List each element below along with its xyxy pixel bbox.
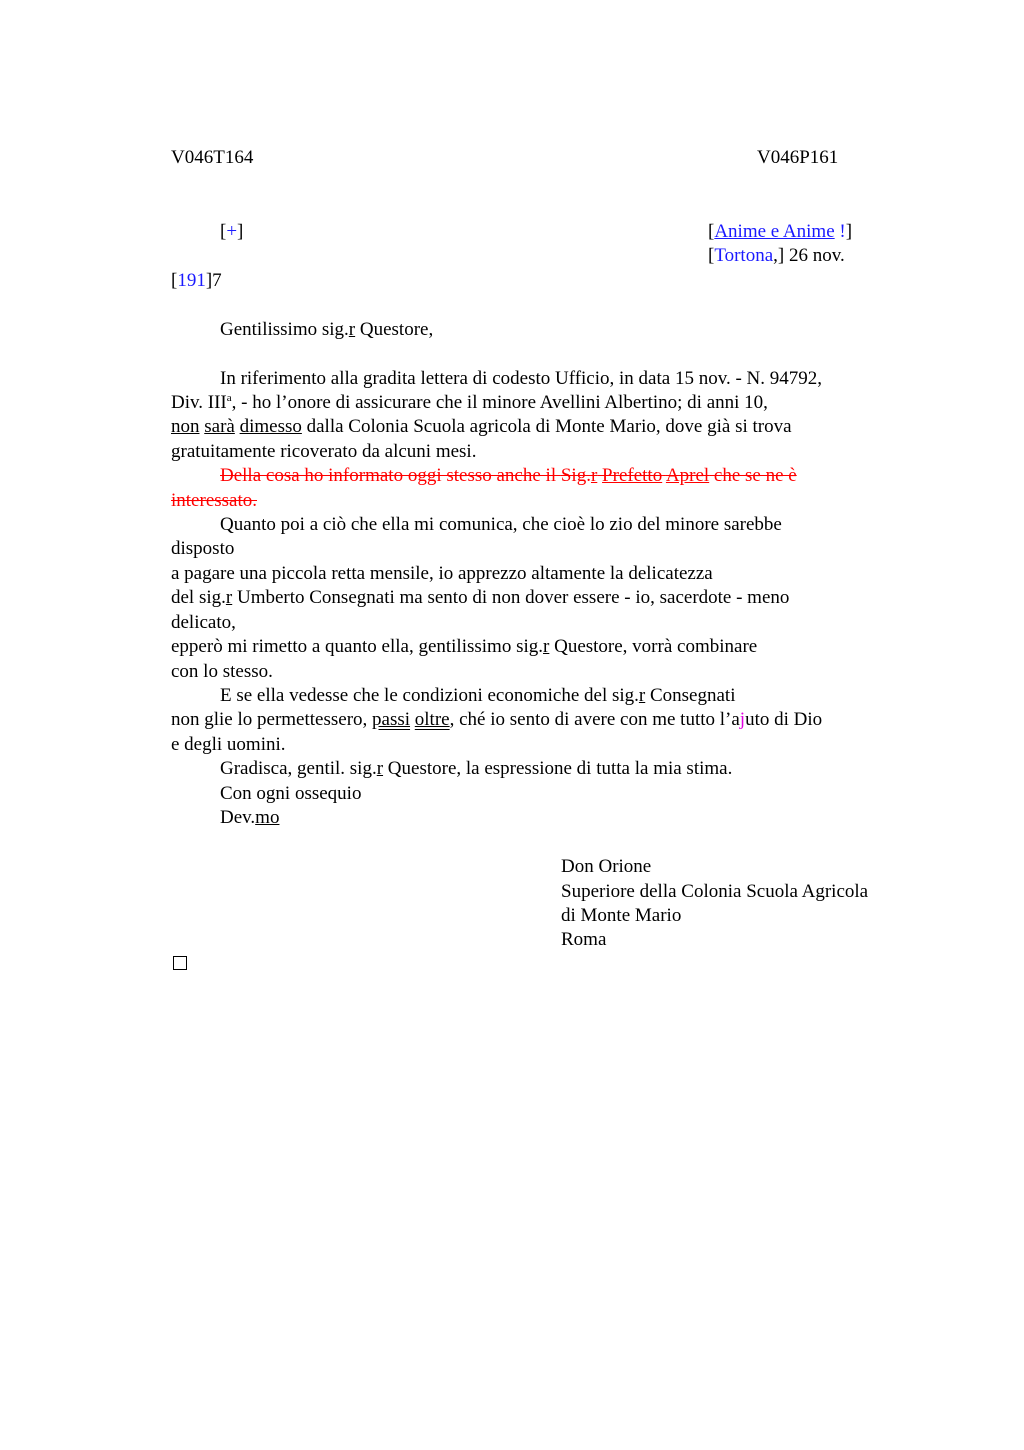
para1-line4: gratuitamente ricoverato da alcuni mesi. [171,441,477,462]
deleted-line2: interessato. [171,490,258,511]
para2-line3: a pagare una piccola retta mensile, io apprezzo altamente la delicatezza [171,563,713,584]
para3-line3: e degli uomini. [171,734,286,755]
signature-city: Roma [561,929,607,950]
document-code-right: V046P161 [757,147,839,168]
cross-icon: + [226,221,238,242]
year: [191]7 [171,270,222,291]
closing-line3: Dev.mo [220,807,280,828]
place-link[interactable]: Tortona [714,245,774,266]
place-date: [Tortona,] 26 nov. [708,245,845,266]
square-end-icon [173,956,187,970]
bracket: [ [220,221,227,242]
para2-line4: del sig.r Umberto Consegnati ma sento di non dover essere - io, sacerdote - meno [171,587,790,608]
para2-line7: con lo stesso. [171,661,273,682]
para2-line5: delicato, [171,612,236,633]
para3-line2: non glie lo permettessero, passi oltre, ché io sento di avere con me tutto l’ajuto di Dio [171,709,823,730]
closing-line1: Gradisca, gentil. sig.r Questore, la espressione di tutta la mia stima. [220,758,733,779]
bracket: ] [237,221,244,242]
signature-place: di Monte Mario [561,905,682,926]
para2-line2: disposto [171,538,235,559]
deleted-line1: Della cosa ho informato oggi stesso anche il Sig.r Prefetto Aprel che se ne è [220,465,797,486]
para2-line1: Quanto poi a ciò che ella mi comunica, che cioè lo zio del minore sarebbe [220,514,782,535]
signature-name: Don Orione [561,856,652,877]
signature-title: Superiore della Colonia Scuola Agricola [561,881,869,902]
para1-line1: In riferimento alla gradita lettera di codesto Ufficio, in data 15 nov. - N. 94792, [220,368,823,389]
document-code-left: V046T164 [171,147,254,168]
para3-line1: E se ella vedesse che le condizioni economiche del sig.r Consegnati [220,685,736,706]
cross-mark [220,220,243,244]
para1-line3: non sarà dimesso dalla Colonia Scuola agricola di Monte Mario, dove già si trova [171,416,792,437]
closing-line2: Con ogni ossequio [220,783,362,804]
letter-title: [Anime e Anime !] [708,221,853,242]
para2-line6: epperò mi rimetto a quanto ella, gentilissimo sig.r Questore, vorrà combinare [171,636,758,657]
para1-line2: Div. III$^a$, - ho l’onore di assicurare che il minore Avellini Albertino; di anni 10, [171,392,768,413]
title-link[interactable]: Anime e Anime [714,221,835,242]
salutation: Gentilissimo sig.r Questore, [220,319,434,340]
